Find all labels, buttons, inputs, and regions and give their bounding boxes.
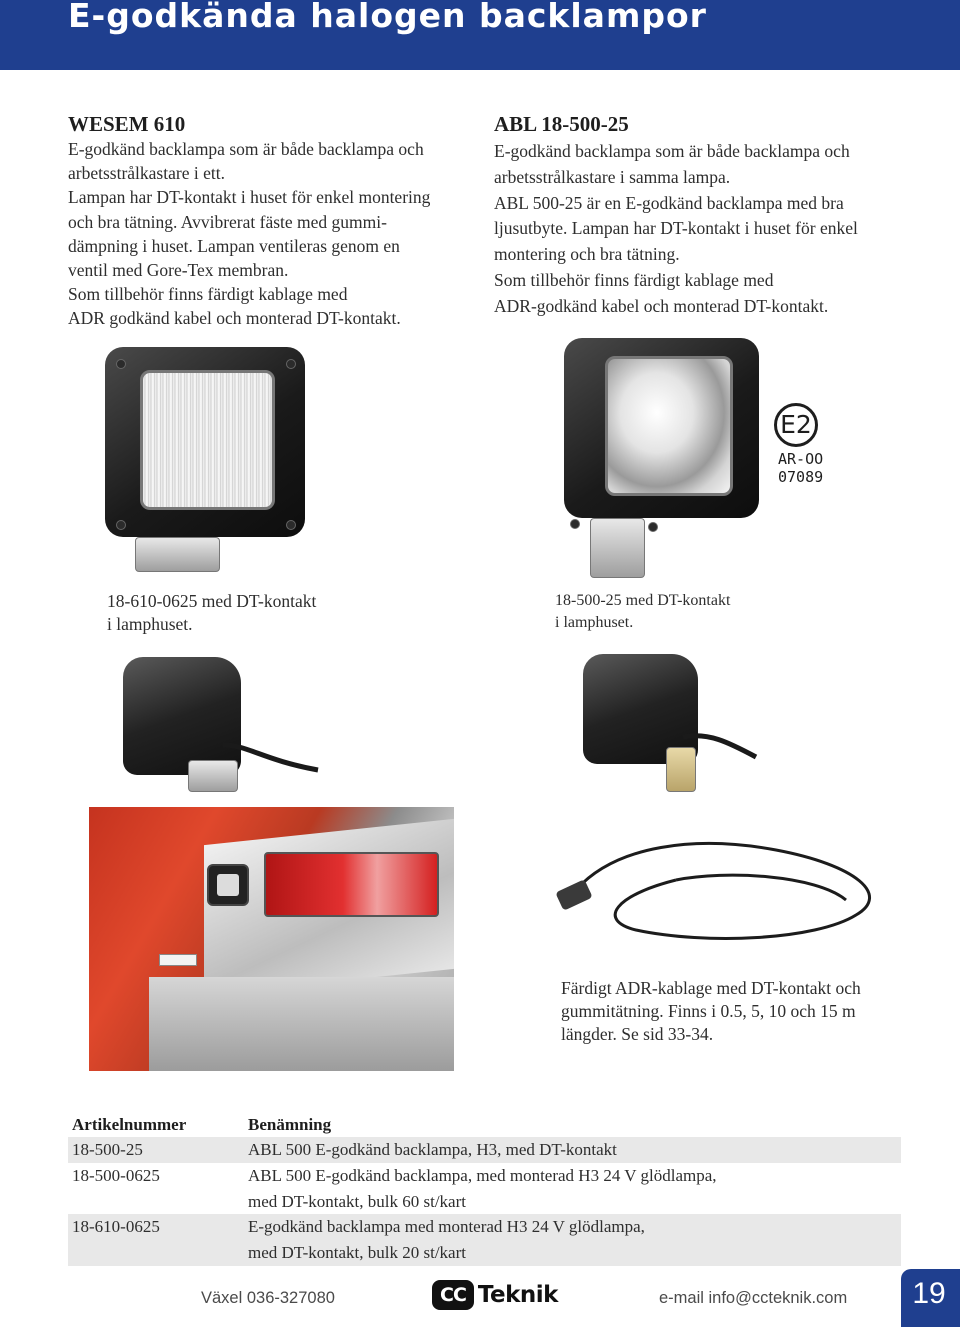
logo-mark: CC — [432, 1280, 474, 1310]
table-row — [68, 1137, 901, 1163]
wesem-lamp-front-image — [100, 345, 310, 575]
article-name — [248, 1214, 901, 1266]
article-number: 18-500-0625 — [72, 1165, 160, 1185]
logo-text: Teknik — [477, 1282, 558, 1308]
cable-icon — [218, 715, 323, 775]
led-strip — [159, 954, 197, 966]
mounting-bracket — [590, 518, 645, 578]
column-header-article: Artikelnummer — [72, 1115, 187, 1134]
lamp-lens — [605, 356, 733, 496]
caption-line: Färdigt ADR-kablage med DT-kontakt och — [561, 978, 861, 998]
screw-icon — [570, 519, 580, 529]
description-line: Som tillbehör finns färdigt kablage med — [68, 284, 348, 305]
approval-code-line: AR-OO — [778, 450, 824, 468]
wesem-lamp-side-image — [118, 655, 323, 795]
truck-mounted-lamp-photo — [89, 807, 454, 1071]
description-line: E-godkänd backlampa som är både backlampa och — [494, 141, 850, 161]
caption-line: längder. Se sid 33-34. — [561, 1024, 714, 1044]
article-name-line: med DT-kontakt, bulk 20 st/kart — [248, 1243, 466, 1263]
article-name-line: E-godkänd backlampa med monterad H3 24 V glödlampa, — [248, 1217, 645, 1237]
screw-icon — [116, 520, 126, 530]
article-name-line: med DT-kontakt, bulk 60 st/kart — [248, 1191, 466, 1211]
table-row — [68, 1214, 901, 1266]
description-line: ABL 500-25 är en E-godkänd backlampa med bra — [494, 192, 844, 213]
article-number: 18-500-25 — [72, 1140, 143, 1159]
left-product-description — [68, 137, 430, 331]
lamp-lens — [140, 370, 275, 510]
description-line: Lampan har DT-kontakt i huset för enkel montering — [68, 187, 431, 208]
caption-line: i lamphuset. — [555, 614, 634, 631]
article-name-line: ABL 500 E-godkänd backlampa, med monterad H3 24 V glödlampa, — [248, 1165, 717, 1185]
screw-icon — [116, 359, 126, 369]
table-row — [68, 1163, 901, 1215]
page-number: 19 — [912, 1277, 946, 1310]
screw-icon — [648, 522, 658, 532]
description-line: och bra tätning. Avvibrerat fäste med gummi- — [68, 211, 387, 232]
left-lamp-caption — [107, 590, 316, 636]
description-line: ljusutbyte. Lampan har DT-kontakt i huset för enkel — [494, 218, 858, 239]
taillight — [264, 852, 439, 917]
cable-caption — [561, 977, 861, 1046]
description-line: E-godkänd backlampa som är både backlampa och — [68, 139, 424, 159]
screw-icon — [286, 520, 296, 530]
e-approval-mark: E2 — [774, 403, 818, 447]
screw-icon — [286, 359, 296, 369]
page-title: E-godkända halogen backlampor — [68, 0, 707, 35]
description-line: arbetsstrålkastare i samma lampa. — [494, 166, 731, 187]
footer-phone: Växel 036-327080 — [201, 1289, 335, 1307]
caption-line: 18-610-0625 med DT-kontakt — [107, 591, 317, 611]
description-line: ventil med Gore-Tex membran. — [68, 260, 289, 281]
caption-line: 18-500-25 med DT-kontakt — [555, 592, 731, 609]
footer-email: e-mail info@ccteknik.com — [659, 1289, 848, 1307]
description-line: ADR-godkänd kabel och monterad DT-kontakt. — [494, 295, 829, 316]
abl-lamp-side-image — [578, 652, 758, 797]
page-header — [0, 0, 960, 70]
caption-line: gummitätning. Finns i 0.5, 5, 10 och 15 m — [561, 1001, 856, 1021]
right-product-title: ABL 18-500-25 — [494, 112, 629, 136]
cable-icon — [678, 712, 758, 762]
table-header — [68, 1112, 901, 1137]
description-line: arbetsstrålkastare i ett. — [68, 163, 225, 184]
article-name — [248, 1137, 901, 1163]
cc-teknik-logo — [432, 1280, 558, 1310]
article-name — [248, 1163, 901, 1215]
description-line: ADR godkänd kabel och monterad DT-kontakt. — [68, 308, 401, 329]
page-number-tab — [901, 1269, 960, 1327]
adr-cable-image — [556, 835, 896, 955]
column-header-name: Benämning — [248, 1115, 332, 1134]
article-number: 18-610-0625 — [72, 1217, 160, 1237]
left-product-title: WESEM 610 — [68, 112, 186, 136]
article-name-line: ABL 500 E-godkänd backlampa, H3, med DT-kontakt — [248, 1140, 617, 1159]
reverse-lamp — [207, 864, 249, 906]
article-table — [68, 1112, 901, 1266]
approval-code-line: 07089 — [778, 468, 824, 486]
right-lamp-caption — [555, 590, 730, 634]
description-line: Som tillbehör finns färdigt kablage med — [494, 269, 774, 290]
caption-line: i lamphuset. — [107, 614, 193, 634]
approval-code — [778, 450, 823, 486]
description-line: montering och bra tätning. — [494, 244, 680, 265]
mudguard-plate — [149, 977, 454, 1071]
description-line: dämpning i huset. Lampan ventileras genom en — [68, 235, 400, 256]
right-product-description — [494, 139, 858, 320]
mounting-bracket — [135, 537, 220, 572]
abl-lamp-front-image — [560, 336, 765, 581]
